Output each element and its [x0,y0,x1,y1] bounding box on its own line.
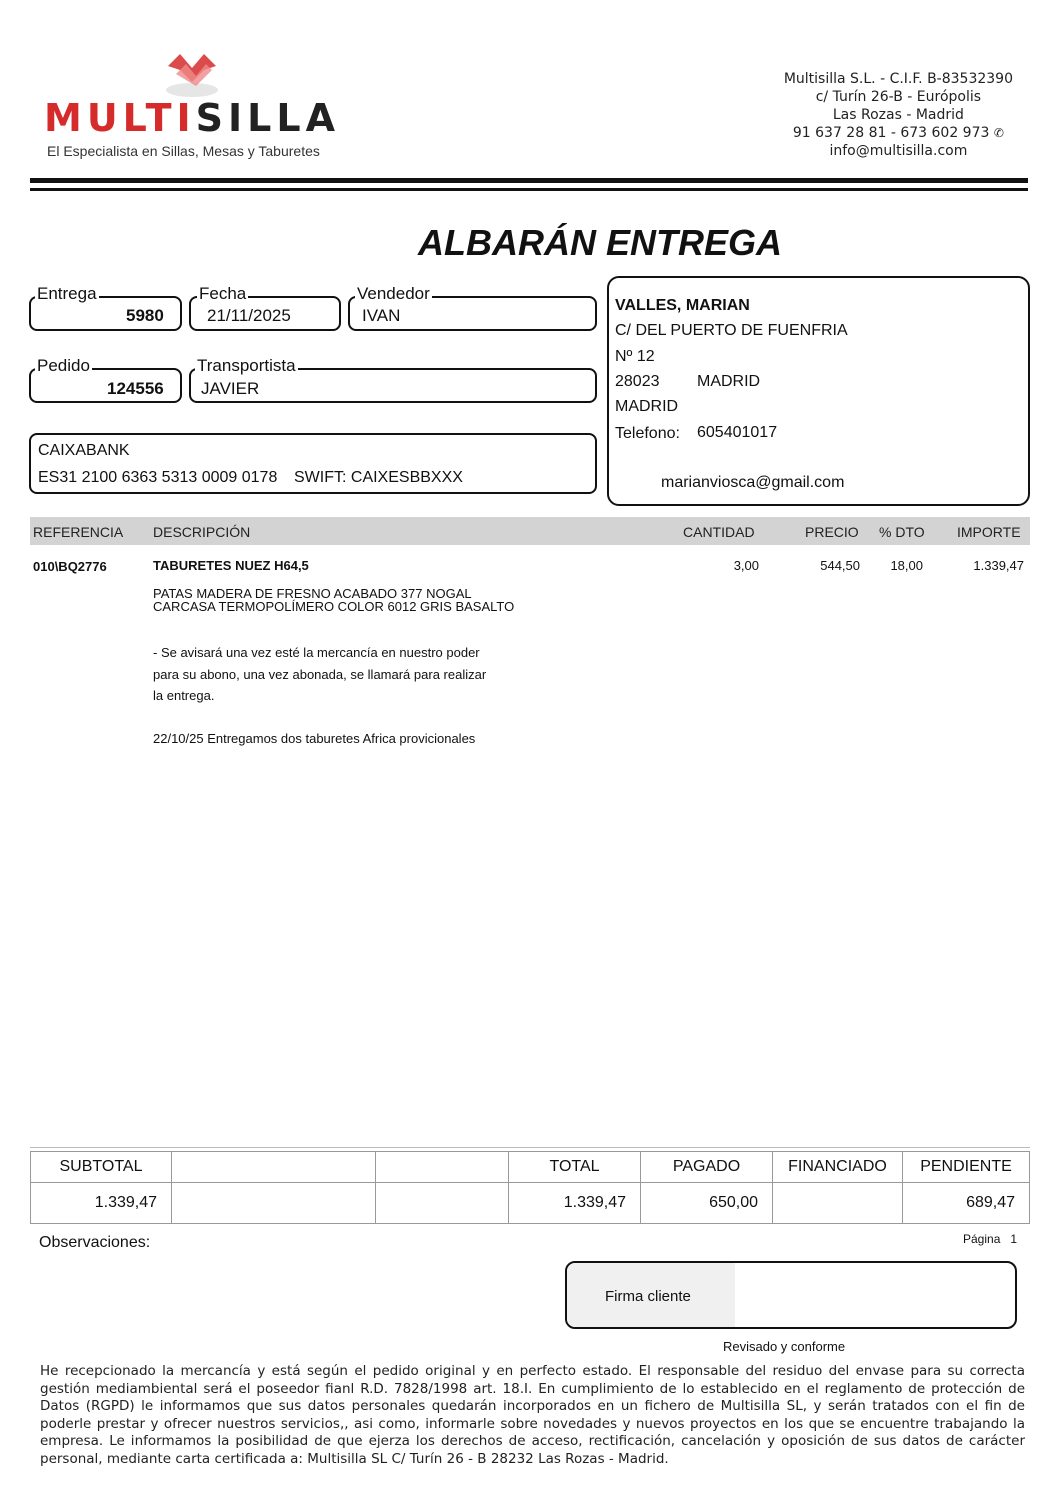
item-detail: CARCASA TERMOPOLÍMERO COLOR 6012 GRIS BASALTO [153,599,515,614]
signature-box[interactable] [565,1261,1017,1329]
page-number: Página 1 [963,1232,1018,1246]
item-referencia: 010\BQ2776 [33,559,107,574]
item-detail: PATAS MADERA DE FRESNO ACABADO 377 NOGAL [153,586,472,601]
company-email: info@multisilla.com [829,143,968,159]
company-city: Las Rozas - Madrid [832,107,964,123]
customer-province: MADRID [615,398,679,415]
pagado-value: 650,00 [641,1183,773,1224]
vendedor-label: Vendedor [357,284,430,303]
customer-name: VALLES, MARIAN [615,297,750,314]
note-line: 22/10/25 Entregamos dos taburetes Africa provicionales [153,731,476,746]
company-address: c/ Turín 26-B - Európolis [815,89,982,105]
company-info [784,70,1013,160]
customer-street: C/ DEL PUERTO DE FUENFRIA [615,322,848,339]
totals-table [30,1151,1030,1224]
empty-cell [376,1152,509,1183]
logo-mark [162,48,220,98]
bank-name: CAIXABANK [38,442,130,459]
col-descripcion: DESCRIPCIÓN [153,524,251,540]
item-cantidad: 3,00 [733,558,759,573]
total-label: TOTAL [509,1152,641,1183]
customer-postal-code: 28023 [615,373,660,390]
legal-notice: He recepcionado la mercancía y está según el pedido original y en perfecto estado. El responsable del residuo del envase para su correcta gestión mediambiental será el poseedor fianl R.D. 7828/1998 art. 18.I. En cumplimiento de lo establecido en el reglamento de protección de Datos (RGPD) le informamos que sus datos personales quedarán incorporados en un fichero de Multisilla SL, y serán tratados con el fin de poderle prestar y ofrecer nuestros servicios,, asi como, informarle sobre novedades y nuevos proyectos en los que se encuentre trabajando la empresa. Le informamos la posibilidad de que ejerza los derechos de acceso, rectificación, cancelación y oposición de sus datos de carácter personal, mediante carta certificada a: Multisilla SL C/ Turín 26 - B 28232 Las Rozas - Madrid. [40,1363,1025,1467]
pedido-label: Pedido [37,356,90,375]
whatsapp-icon: ✆ [993,126,1004,140]
company-cif: Multisilla S.L. - C.I.F. B-83532390 [783,71,1013,87]
subtotal-value: 1.339,47 [31,1183,172,1224]
fecha-value: 21/11/2025 [207,306,291,325]
note-line: la entrega. [153,688,215,703]
empty-cell [376,1183,509,1224]
note-line: para su abono, una vez abonada, se llamará para realizar [153,667,487,682]
company-tagline: El Especialista en Sillas, Mesas y Taburetes [47,143,320,159]
pendiente-value: 689,47 [903,1183,1030,1224]
pendiente-label: PENDIENTE [903,1152,1030,1183]
col-referencia: REFERENCIA [33,524,124,540]
item-dto: 18,00 [890,558,923,573]
customer-number: Nº 12 [615,348,655,365]
document-title: ALBARÁN ENTREGA [418,222,782,263]
vendedor-value: IVAN [362,306,401,325]
col-cantidad: CANTIDAD [683,524,755,540]
financiado-label: FINANCIADO [773,1152,903,1183]
bank-swift: SWIFT: CAIXESBBXXX [294,469,463,486]
financiado-value [773,1183,903,1224]
item-importe: 1.339,47 [973,558,1024,573]
pedido-value: 124556 [107,379,164,398]
observaciones-label: Observaciones: [39,1234,151,1251]
totals-divider [30,1147,1030,1148]
header-rule [30,178,1028,183]
revisado-label: Revisado y conforme [723,1339,846,1354]
col-dto: % DTO [879,524,925,540]
transportista-label: Transportista [197,356,296,375]
logo-wordmark: MULTISILLA [44,96,340,140]
signature-label: Firma cliente [605,1288,691,1305]
entrega-value: 5980 [126,306,164,325]
fecha-label: Fecha [199,284,247,303]
customer-phone-label: Telefono: [615,425,680,442]
company-phones: 91 637 28 81 - 673 602 973 ✆ [792,125,1004,141]
transportista-value: JAVIER [201,379,260,398]
empty-cell [172,1152,376,1183]
pagado-label: PAGADO [641,1152,773,1183]
col-precio: PRECIO [805,524,859,540]
customer-phone: 605401017 [697,424,778,441]
header-rule-thin [30,188,1028,191]
subtotal-label: SUBTOTAL [31,1152,172,1183]
customer-city: MADRID [697,373,761,390]
item-precio: 544,50 [820,558,860,573]
entrega-label: Entrega [37,284,97,303]
customer-email: marianviosca@gmail.com [661,474,845,491]
col-importe: IMPORTE [957,524,1021,540]
empty-cell [172,1183,376,1224]
bank-iban: ES31 2100 6363 5313 0009 0178 [38,469,278,486]
item-descripcion: TABURETES NUEZ H64,5 [153,558,309,573]
note-line: - Se avisará una vez esté la mercancía en nuestro poder [153,645,480,660]
total-value: 1.339,47 [509,1183,641,1224]
